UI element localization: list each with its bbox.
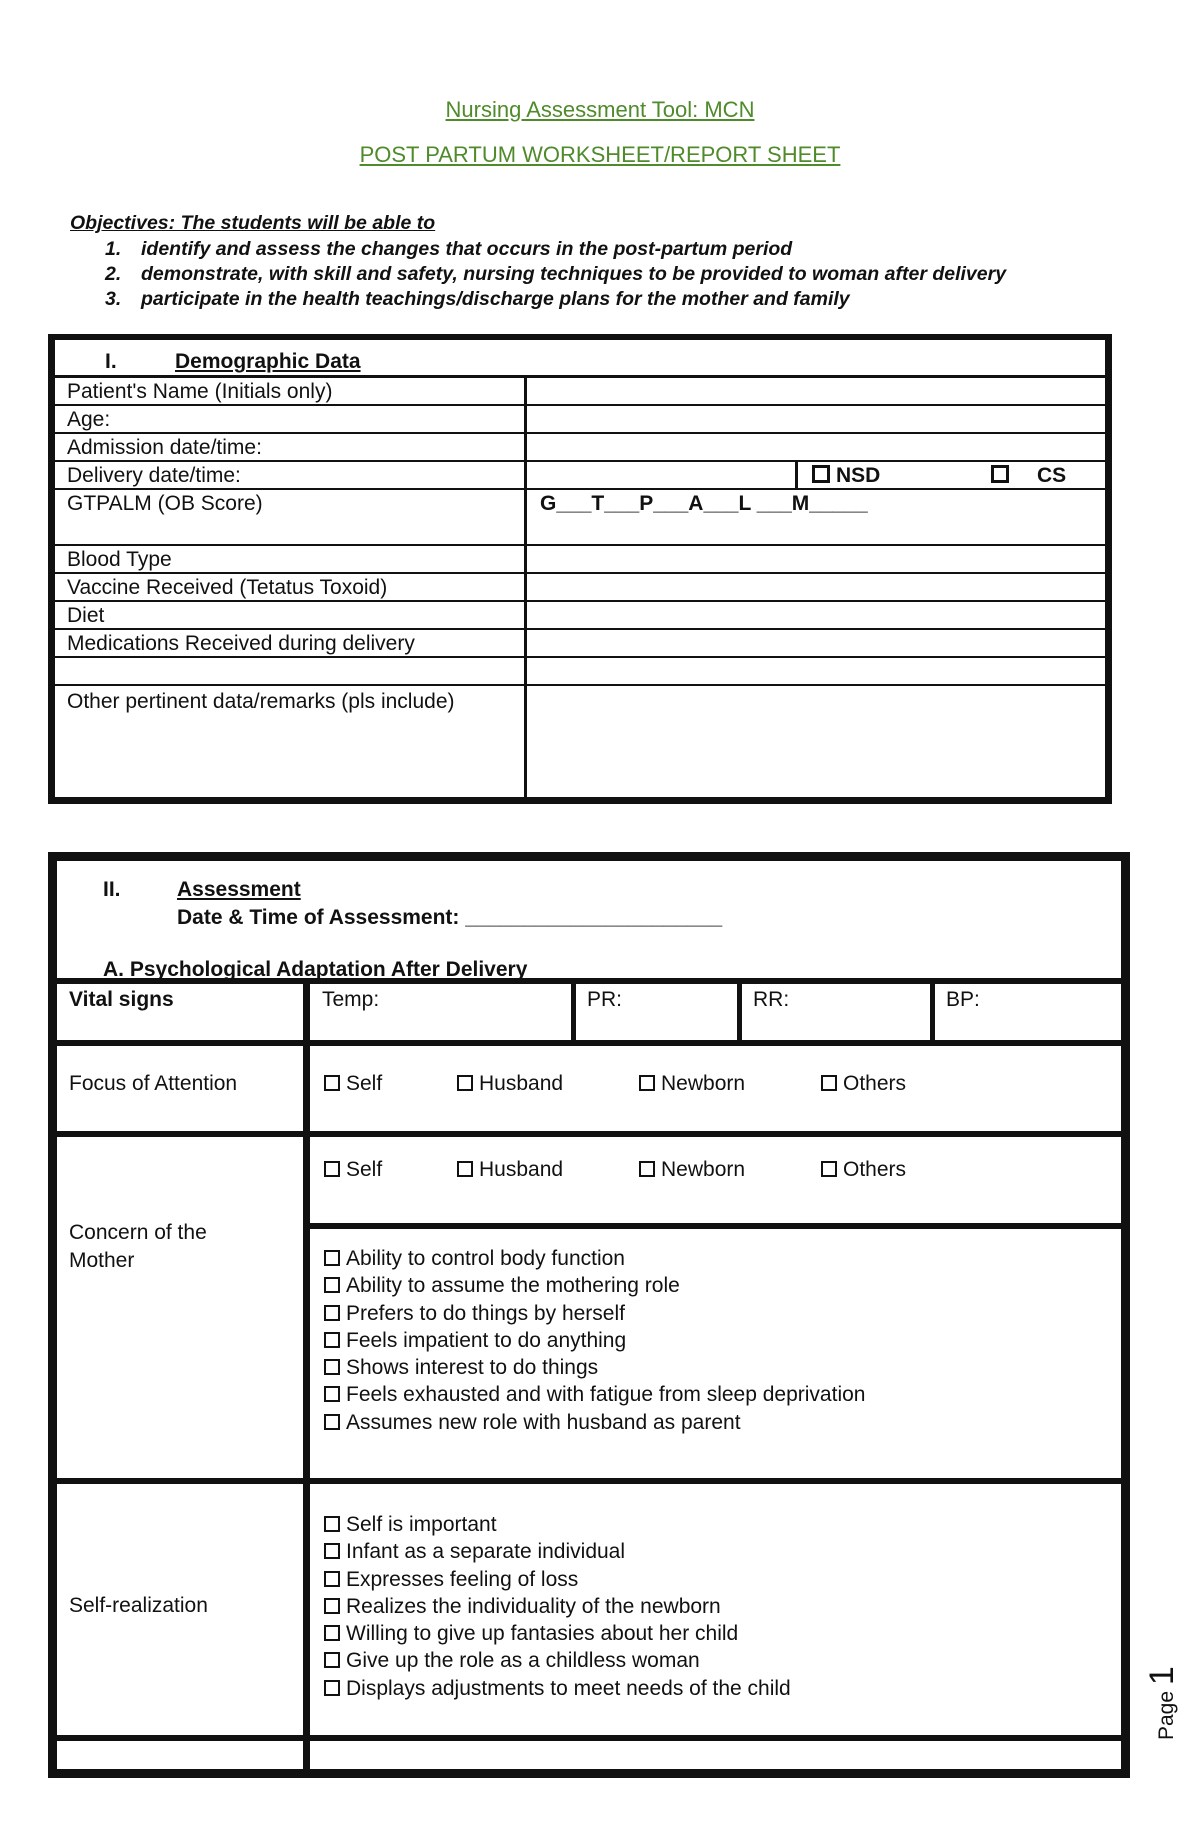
vital-signs-label: Vital signs (69, 988, 174, 1011)
delivery-row (55, 462, 1105, 490)
objective-item: 1. identify and assess the changes that occurs in the post-partum period (105, 238, 793, 260)
patient-name-row (55, 378, 1105, 406)
blank-row (57, 1735, 1121, 1769)
patient-name-label: Patient's Name (Initials only) (67, 380, 333, 403)
focus-option-husband[interactable]: Husband (457, 1072, 563, 1096)
objective-item: 2. demonstrate, with skill and safety, nursing techniques to be provided to woman after delivery (105, 263, 1007, 285)
medications-row (55, 630, 1105, 658)
checkbox[interactable] (324, 1414, 340, 1430)
assessment-table (48, 852, 1130, 1778)
section-number: II. (103, 878, 121, 901)
checkbox[interactable] (324, 1571, 340, 1587)
blood-type-label: Blood Type (67, 548, 172, 571)
checklist-item[interactable]: Prefers to do things by herself (324, 1300, 865, 1327)
assessment-datetime: Date & Time of Assessment: ______________________ (177, 906, 723, 929)
vaccine-label: Vaccine Received (Tetatus Toxoid) (67, 576, 388, 599)
checkbox[interactable] (821, 1161, 837, 1177)
checkbox[interactable] (324, 1359, 340, 1375)
checkbox[interactable] (324, 1277, 340, 1293)
cs-option[interactable]: CS (991, 464, 1066, 488)
section-number: I. (105, 350, 117, 373)
focus-of-attention-label: Focus of Attention (69, 1072, 238, 1095)
diet-label: Diet (67, 604, 105, 627)
checklist-item[interactable]: Willing to give up fantasies about her child (324, 1620, 791, 1647)
checklist-item[interactable]: Ability to control body function (324, 1245, 865, 1272)
diet-row (55, 602, 1105, 630)
focus-option-others[interactable]: Others (821, 1072, 906, 1096)
age-label: Age: (67, 408, 111, 431)
vital-signs-row (57, 978, 1121, 1040)
document-title: Nursing Assessment Tool: MCN (445, 97, 755, 122)
vaccine-row (55, 574, 1105, 602)
delivery-label: Delivery date/time: (67, 464, 241, 487)
gtpalm-label: GTPALM (OB Score) (67, 492, 263, 515)
pr-field[interactable]: PR: (587, 988, 623, 1011)
focus-of-attention-row (57, 1040, 1121, 1131)
checkbox[interactable] (324, 1598, 340, 1614)
blank-row (55, 658, 1105, 686)
section-title: Demographic Data (175, 350, 361, 373)
cs-checkbox[interactable] (991, 465, 1009, 483)
concern-label-line2: Mother (69, 1249, 135, 1272)
nsd-option[interactable]: NSD (812, 464, 880, 488)
checkbox[interactable] (324, 1075, 340, 1091)
objective-item: 3. participate in the health teachings/discharge plans for the mother and family (105, 288, 850, 310)
gtpalm-row (55, 490, 1105, 546)
section-title: Assessment (177, 878, 301, 901)
medications-label: Medications Received during delivery (67, 632, 415, 655)
rr-field[interactable]: RR: (753, 988, 790, 1011)
checklist-item[interactable]: Assumes new role with husband as parent (324, 1409, 865, 1436)
checkbox[interactable] (639, 1161, 655, 1177)
checklist-item[interactable]: Feels impatient to do anything (324, 1327, 865, 1354)
section-header (55, 340, 1105, 378)
checklist-item[interactable]: Realizes the individuality of the newborn (324, 1593, 791, 1620)
concern-label-line1: Concern of the (69, 1221, 207, 1244)
concern-option-others[interactable]: Others (821, 1158, 906, 1182)
checkbox[interactable] (324, 1332, 340, 1348)
checkbox[interactable] (324, 1386, 340, 1402)
concern-option-self[interactable]: Self (324, 1158, 382, 1182)
checklist-item[interactable]: Self is important (324, 1511, 791, 1538)
checkbox[interactable] (324, 1250, 340, 1266)
concern-option-husband[interactable]: Husband (457, 1158, 563, 1182)
checklist-item[interactable]: Infant as a separate individual (324, 1538, 791, 1565)
checkbox[interactable] (324, 1625, 340, 1641)
objectives-heading: Objectives: The students will be able to (70, 212, 436, 234)
other-data-label: Other pertinent data/remarks (pls include) (67, 690, 455, 713)
checklist-item[interactable]: Give up the role as a childless woman (324, 1647, 791, 1674)
self-realization-row (57, 1478, 1121, 1735)
temp-field[interactable]: Temp: (322, 988, 380, 1011)
concern-option-newborn[interactable]: Newborn (639, 1158, 745, 1182)
checkbox[interactable] (457, 1161, 473, 1177)
other-data-row (55, 686, 1105, 797)
concern-checklist (324, 1245, 865, 1436)
checklist-item[interactable]: Shows interest to do things (324, 1354, 865, 1381)
checklist-item[interactable]: Feels exhausted and with fatigue from sleep deprivation (324, 1381, 865, 1408)
self-realization-checklist (324, 1511, 791, 1702)
age-row (55, 406, 1105, 434)
gtpalm-template: G___T___P___A___L ___M_____ (540, 492, 868, 515)
checkbox[interactable] (324, 1516, 340, 1532)
checkbox[interactable] (324, 1161, 340, 1177)
checkbox[interactable] (324, 1680, 340, 1696)
checklist-item[interactable]: Displays adjustments to meet needs of the child (324, 1675, 791, 1702)
checkbox[interactable] (324, 1543, 340, 1559)
checkbox[interactable] (324, 1652, 340, 1668)
concern-of-mother-row (57, 1131, 1121, 1478)
nsd-checkbox[interactable] (812, 465, 830, 483)
page-number: Page 1 (1143, 1666, 1181, 1740)
focus-option-newborn[interactable]: Newborn (639, 1072, 745, 1096)
checklist-item[interactable]: Ability to assume the mothering role (324, 1272, 865, 1299)
focus-option-self[interactable]: Self (324, 1072, 382, 1096)
document-subtitle: POST PARTUM WORKSHEET/REPORT SHEET (359, 142, 841, 167)
admission-row (55, 434, 1105, 462)
self-realization-label: Self-realization (69, 1594, 208, 1617)
psychological-adaptation-heading: A. Psychological Adaptation After Delivery (103, 958, 528, 981)
checkbox[interactable] (457, 1075, 473, 1091)
checkbox[interactable] (639, 1075, 655, 1091)
checkbox[interactable] (324, 1305, 340, 1321)
blood-type-row (55, 546, 1105, 574)
checkbox[interactable] (821, 1075, 837, 1091)
admission-label: Admission date/time: (67, 436, 262, 459)
bp-field[interactable]: BP: (946, 988, 980, 1011)
checklist-item[interactable]: Expresses feeling of loss (324, 1566, 791, 1593)
demographic-data-table (48, 334, 1112, 804)
